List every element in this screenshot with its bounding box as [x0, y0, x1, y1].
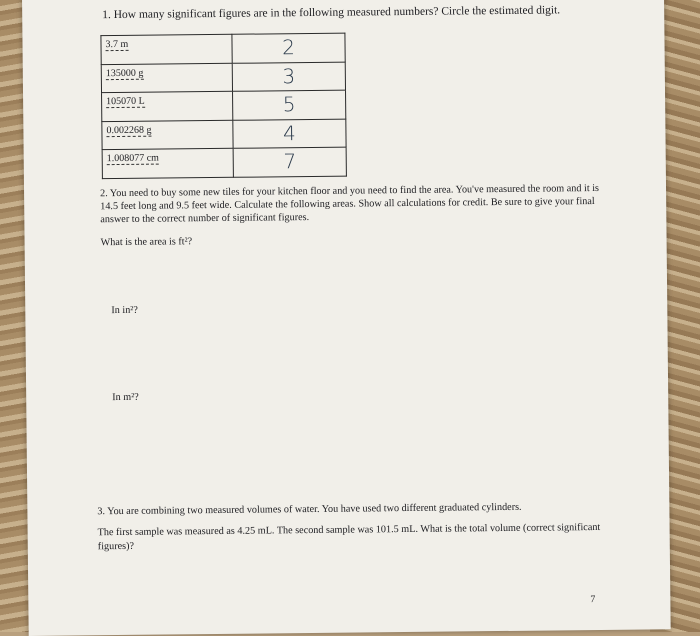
question-1-text: 1. How many significant figures are in the following measured numbers? Circle the estimated digit.	[102, 4, 561, 22]
area-in-prompt: In in²?	[111, 304, 138, 317]
measured-value-cell	[101, 34, 232, 64]
measured-value: 135000 g	[105, 67, 144, 79]
table-row	[102, 119, 346, 150]
page-number: 7	[590, 594, 596, 606]
question-3-line-2: The first sample was measured as 4.25 mL. The second sample was 101.5 mL. What is the total volume (correct significant figures)?	[97, 521, 601, 553]
measured-value-cell	[102, 148, 233, 178]
area-m-prompt: In m²?	[112, 391, 139, 404]
handwritten-answer: 2	[232, 33, 345, 63]
measured-value: 105070 L	[106, 95, 145, 108]
question-2-text: 2. You need to buy some new tiles for your kitchen floor and you need to find the area. You've measured the room and it is 14.5 feet long and 9.5 feet wide. Calculate the following areas. Show all calculations for credit. Be sure to give your final answer to the correct number of significant figures.	[100, 182, 600, 226]
table-row	[102, 90, 346, 121]
handwritten-answer: 7	[233, 147, 346, 177]
question-3	[97, 500, 608, 561]
measured-value-cell	[101, 63, 232, 93]
question-2	[100, 182, 601, 249]
handwritten-answer: 4	[233, 119, 346, 149]
handwritten-answer: 5	[233, 90, 346, 120]
measured-value-cell	[102, 120, 233, 150]
table-row	[101, 33, 345, 64]
measured-value: 3.7 m	[105, 38, 129, 51]
table-row	[102, 147, 346, 178]
worksheet-page	[22, 0, 671, 636]
handwritten-answer: 3	[232, 62, 345, 92]
question-3-line-1: 3. You are combining two measured volumes of water. You have used two different graduated cylinders.	[97, 501, 522, 518]
measured-value-cell	[102, 91, 233, 121]
sig-fig-table	[100, 33, 346, 179]
table-row	[101, 62, 345, 93]
measured-value: 1.008077 cm	[106, 152, 159, 165]
measured-value: 0.002268 g	[106, 124, 152, 136]
area-ft-prompt: What is the area is ft²?	[100, 236, 193, 249]
